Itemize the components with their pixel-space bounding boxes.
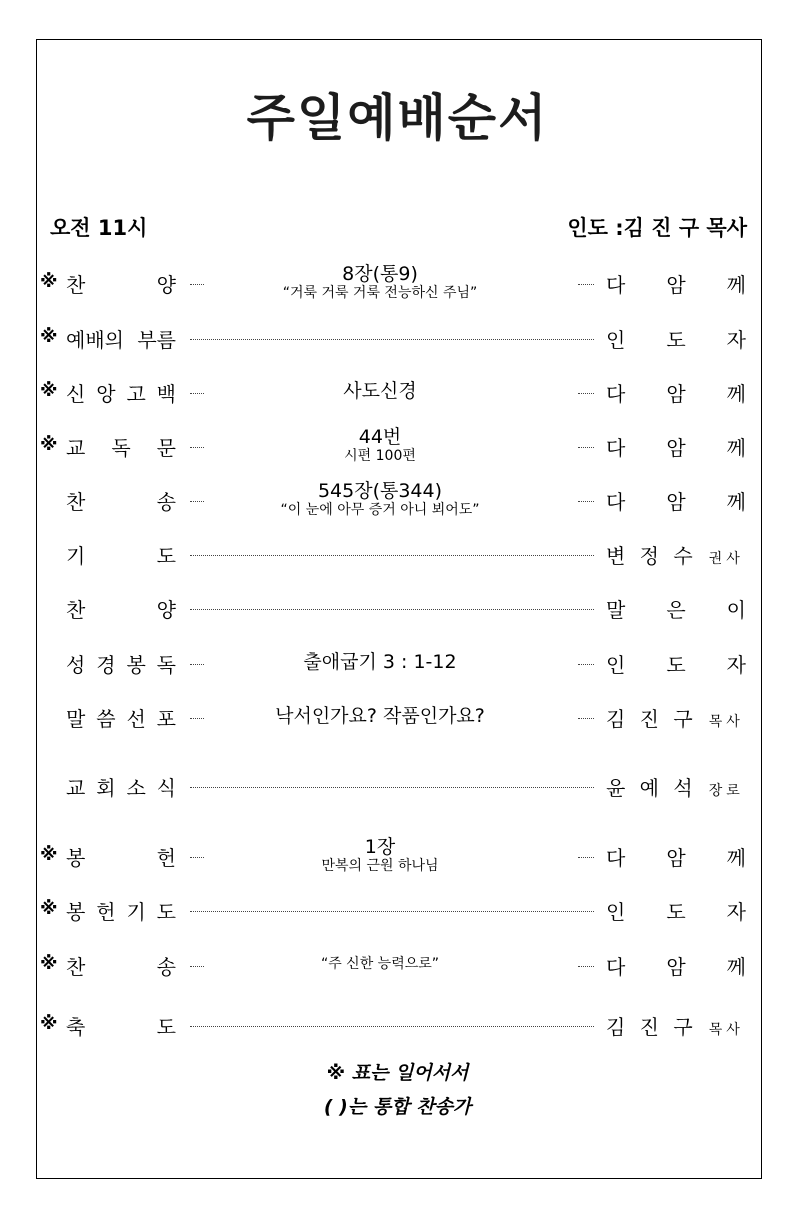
person-char: 인 [606, 328, 626, 352]
leader-dots [578, 664, 594, 665]
label-char: 도 [156, 1015, 176, 1039]
label-char: 헌 [156, 846, 176, 870]
person-char: 께 [726, 273, 746, 297]
label-char: 송 [156, 490, 176, 514]
standing-mark: ※ [40, 1013, 58, 1034]
person-char: 다 [606, 273, 626, 297]
person-char: 다 [606, 955, 626, 979]
service-item-label [66, 432, 176, 461]
service-item-person [606, 432, 746, 461]
leader-dots [190, 787, 594, 788]
service-item-label [66, 1011, 176, 1040]
person-name: 윤 예 석 [606, 776, 697, 800]
detail-subtitle: 시편 100편 [344, 448, 416, 464]
person-char: 께 [726, 382, 746, 406]
person-char: 말 [606, 598, 626, 622]
label-char: 소 [126, 776, 146, 800]
person-char: 다 [606, 436, 626, 460]
leader-dots [578, 966, 594, 967]
label-char: 찬 [66, 490, 86, 514]
person-char: 도 [666, 900, 686, 924]
person-char: 이 [726, 598, 746, 622]
service-item-detail [230, 380, 530, 402]
service-item-detail [230, 480, 530, 518]
service-item-person [606, 842, 746, 871]
page-title: 주일예배순서 [246, 89, 549, 147]
label-char: 봉 [66, 846, 86, 870]
service-item-label [66, 842, 176, 871]
service-item-person [606, 594, 746, 623]
person-title: 목사 [708, 1022, 744, 1038]
service-item-label [66, 324, 176, 353]
label-char: 독 [156, 653, 176, 677]
label-char: 도 [156, 544, 176, 568]
leader-dots [190, 284, 204, 285]
service-item-detail [230, 705, 530, 727]
person-char: 암 [666, 436, 686, 460]
standing-mark: ※ [40, 326, 58, 347]
person-title: 목사 [708, 714, 744, 730]
person-char: 암 [666, 955, 686, 979]
person-char: 암 [666, 846, 686, 870]
label-char: 선 [126, 707, 146, 731]
standing-mark: ※ [40, 271, 58, 292]
person-char: 암 [666, 382, 686, 406]
detail-title: 출애굽기 3 : 1-12 [303, 651, 457, 673]
label-char: 부름 [137, 328, 176, 352]
label-char: 신 [66, 382, 86, 406]
service-item-person [606, 324, 746, 353]
person-char: 암 [666, 273, 686, 297]
service-item-person [606, 703, 744, 732]
label-char: 찬 [66, 598, 86, 622]
leader-dots [190, 393, 204, 394]
label-char: 기 [66, 544, 86, 568]
standing-mark: ※ [40, 844, 58, 865]
leader-dots [190, 1026, 594, 1027]
footer-note-hymnal: ( )는 통합 찬송가 [323, 1096, 472, 1118]
person-char: 인 [606, 900, 626, 924]
leader-dots [190, 447, 204, 448]
person-title: 장로 [708, 783, 744, 799]
service-item-detail [230, 426, 530, 464]
leader-dots [190, 555, 594, 556]
person-name: 김 진 구 [606, 1015, 697, 1039]
service-item-person [606, 896, 746, 925]
label-char: 봉 [126, 653, 146, 677]
person-name: 김 진 구 [606, 707, 697, 731]
standing-mark: ※ [40, 898, 58, 919]
service-item-detail [230, 263, 530, 301]
label-char: 봉 [66, 900, 86, 924]
standing-mark: ※ [40, 953, 58, 974]
service-item-person [606, 1011, 744, 1040]
detail-subtitle: 만복의 근원 하나님 [321, 858, 439, 874]
label-char: 문 [156, 436, 176, 460]
leader-dots [578, 501, 594, 502]
service-item-label [66, 269, 176, 298]
person-char: 자 [726, 328, 746, 352]
label-char: 송 [156, 955, 176, 979]
label-char: 교 [66, 436, 86, 460]
person-char: 자 [726, 653, 746, 677]
person-char: 다 [606, 490, 626, 514]
leader-dots [578, 857, 594, 858]
person-char: 자 [726, 900, 746, 924]
service-item-person [606, 378, 746, 407]
leader-dots [190, 609, 594, 610]
standing-mark: ※ [40, 434, 58, 455]
label-char: 예배의 [66, 328, 124, 352]
label-char: 독 [111, 436, 131, 460]
service-item-detail [230, 956, 530, 972]
detail-title: 낙서인가요? 작품인가요? [275, 705, 485, 727]
standing-mark: ※ [40, 380, 58, 401]
footer-note-standing: ※ 표는 일어서서 [326, 1062, 469, 1084]
leader-dots [578, 393, 594, 394]
service-item-detail [230, 836, 530, 874]
service-item-label [66, 540, 176, 569]
service-item-person [606, 269, 746, 298]
service-item-person [606, 486, 746, 515]
service-item-label [66, 772, 176, 801]
label-char: 경 [96, 653, 116, 677]
label-char: 회 [96, 776, 116, 800]
label-char: 양 [156, 273, 176, 297]
leader-dots [578, 718, 594, 719]
person-char: 께 [726, 436, 746, 460]
detail-title: 8장(통9) [342, 263, 418, 285]
service-item-detail [230, 651, 530, 673]
leader-dots [190, 966, 204, 967]
person-char: 도 [666, 653, 686, 677]
detail-subtitle: “이 눈에 아무 증거 아니 뵈어도” [280, 502, 480, 518]
label-char: 축 [66, 1015, 86, 1039]
leader-dots [578, 284, 594, 285]
service-item-label [66, 594, 176, 623]
label-char: 포 [156, 707, 176, 731]
label-char: 기 [126, 900, 146, 924]
label-char: 앙 [96, 382, 116, 406]
leader-dots [190, 857, 204, 858]
label-char: 성 [66, 653, 86, 677]
leader-dots [578, 447, 594, 448]
person-char: 다 [606, 382, 626, 406]
person-name: 변 정 수 [606, 544, 697, 568]
person-char: 암 [666, 490, 686, 514]
leader-dots [190, 501, 204, 502]
service-time: 오전 11시 [50, 216, 148, 240]
detail-title: 1장 [364, 836, 396, 858]
person-char: 께 [726, 490, 746, 514]
service-item-label [66, 649, 176, 678]
service-item-person [606, 649, 746, 678]
detail-title: 사도신경 [343, 380, 417, 402]
label-char: 백 [156, 382, 176, 406]
detail-subtitle: “주 신한 능력으로” [320, 956, 440, 972]
leader-dots [190, 718, 204, 719]
service-item-label [66, 703, 176, 732]
label-char: 말 [66, 707, 86, 731]
label-char: 찬 [66, 273, 86, 297]
label-char: 고 [126, 382, 146, 406]
service-item-label [66, 951, 176, 980]
person-char: 께 [726, 955, 746, 979]
label-char: 헌 [96, 900, 116, 924]
person-title: 권사 [708, 551, 744, 567]
person-char: 다 [606, 846, 626, 870]
service-item-label [66, 896, 176, 925]
person-char: 도 [666, 328, 686, 352]
person-char: 은 [666, 598, 686, 622]
person-char: 께 [726, 846, 746, 870]
label-char: 양 [156, 598, 176, 622]
label-char: 찬 [66, 955, 86, 979]
leader-dots [190, 339, 594, 340]
service-item-person [606, 951, 746, 980]
detail-subtitle: “거룩 거룩 거룩 전능하신 주님” [282, 285, 478, 301]
label-char: 도 [156, 900, 176, 924]
label-char: 교 [66, 776, 86, 800]
leader-dots [190, 664, 204, 665]
service-item-person [606, 540, 744, 569]
service-item-person [606, 772, 744, 801]
detail-title: 545장(통344) [317, 480, 443, 502]
label-char: 식 [156, 776, 176, 800]
service-leader: 인도 :김 진 구 목사 [567, 216, 747, 240]
person-char: 인 [606, 653, 626, 677]
service-item-label [66, 378, 176, 407]
leader-dots [190, 911, 594, 912]
detail-title: 44번 [358, 426, 402, 448]
service-item-label [66, 486, 176, 515]
label-char: 씀 [96, 707, 116, 731]
